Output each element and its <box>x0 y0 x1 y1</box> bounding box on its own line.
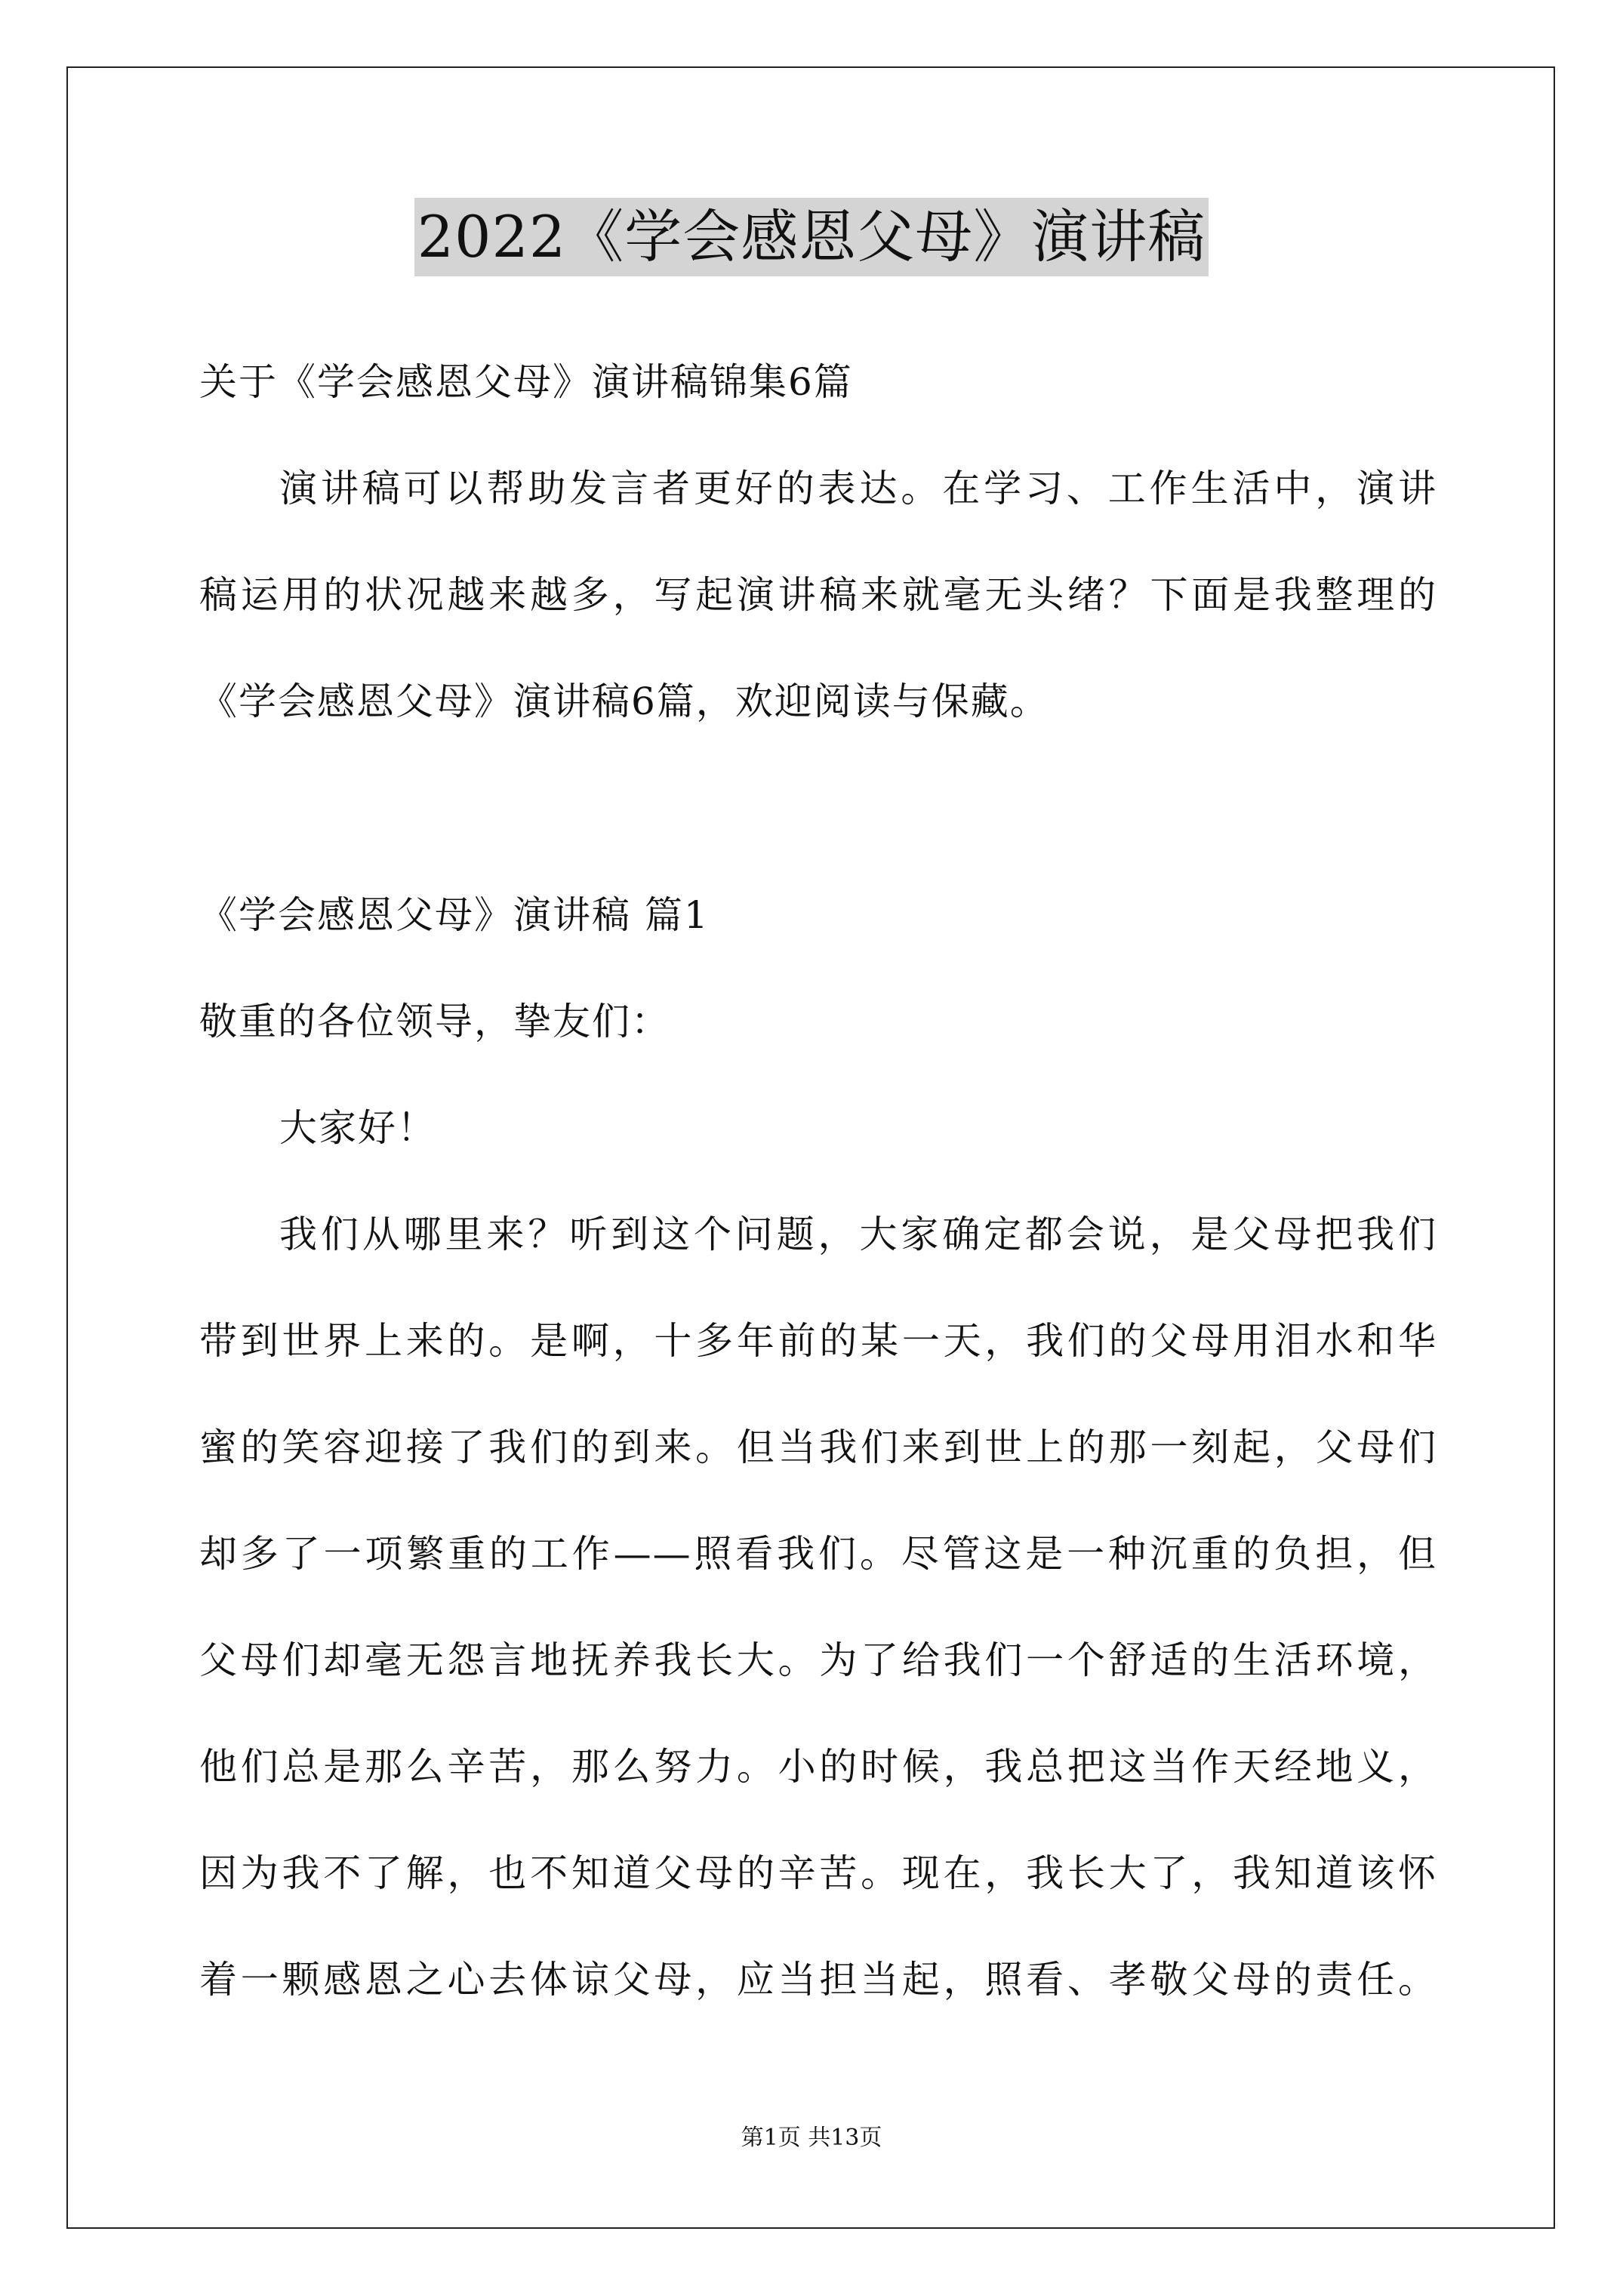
greeting: 大家好！ <box>279 1106 436 1150</box>
intro-line-3: 《学会感恩父母》演讲稿6篇，欢迎阅读与保藏。 <box>199 680 1049 723</box>
body-line-1: 我们从哪里来？听到这个问题，大家确定都会说，是父母把我们 <box>279 1213 1437 1256</box>
body-line-2: 带到世界上来的。是啊，十多年前的某一天，我们的父母用泪水和华 <box>199 1319 1437 1363</box>
body-line-4: 却多了一项繁重的工作——照看我们。尽管这是一种沉重的负担，但 <box>199 1532 1437 1576</box>
intro-line-1: 演讲稿可以帮助发言者更好的表达。在学习、工作生活中，演讲 <box>279 467 1437 510</box>
body-line-8: 着一颗感恩之心去体谅父母，应当担当起，照看、孝敬父母的责任。 <box>199 1958 1437 2002</box>
body-line-5: 父母们却毫无怨言地抚养我长大。为了给我们一个舒适的生活环境， <box>199 1638 1437 1682</box>
salutation: 敬重的各位领导，挚友们： <box>199 1000 670 1043</box>
section-heading: 《学会感恩父母》演讲稿 篇1 <box>199 893 710 937</box>
document-subtitle: 关于《学会感恩父母》演讲稿锦集6篇 <box>199 360 853 404</box>
page-footer: 第1页 共13页 <box>741 2125 882 2151</box>
body-line-6: 他们总是那么辛苦，那么努力。小的时候，我总把这当作天经地义， <box>199 1745 1437 1789</box>
body-line-3: 蜜的笑容迎接了我们的到来。但当我们来到世上的那一刻起，父母们 <box>199 1425 1437 1469</box>
document-title: 2022《学会感恩父母》演讲稿 <box>414 198 1209 276</box>
intro-line-2: 稿运用的状况越来越多，写起演讲稿来就毫无头绪？下面是我整理的 <box>199 573 1437 617</box>
body-line-7: 因为我不了解，也不知道父母的辛苦。现在，我长大了，我知道该怀 <box>199 1851 1437 1895</box>
title-container <box>0 198 1623 276</box>
